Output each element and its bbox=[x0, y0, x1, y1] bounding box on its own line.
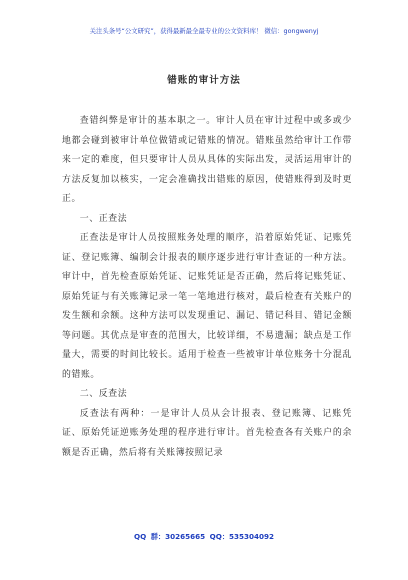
section-heading-reverse-check: 二、反查法 bbox=[79, 389, 128, 399]
intro-paragraph: 查错纠弊是审计的基本职之一。审计人员在审计过程中或多或少地都会碰到被审计单位做错或记错账的情况。错账虽然给审计工作带来一定的难度，但只要审计人员从具体的实际出发，灵活运用审计的方法反复加以核实，一定会准确找出错账的原因，使错账得到及时更正。 bbox=[62, 116, 352, 204]
section-heading-forward-check: 一、正查法 bbox=[79, 213, 128, 224]
footer-contacts: QQ 群：30265665 QQ：535304092 bbox=[133, 532, 275, 541]
document-body bbox=[62, 112, 352, 463]
reverse-check-paragraph: 反查法有两种：一是审计人员从会计报表、登记账簿、记账凭证、原始凭证逆账务处理的程序进行审计。首先检查各有关账户的余额是否正确，然后将有关账簿按照记录 bbox=[62, 408, 352, 458]
header-notice: 关注头条号“公文研究”，获得最新最全最专业的公文资料库！ 微信：gongwenyj bbox=[89, 27, 319, 35]
document-title: 错账的审计方法 bbox=[167, 75, 241, 86]
forward-check-paragraph: 正查法是审计人员按照账务处理的顺序，沿着原始凭证、记账凭证、登记账簿、编制会计报表的顺序逐步进行审计查证的一种方法。审计中，首先检查原始凭证、记账凭证是否正确，然后将记账凭证、原始凭证与有关账簿记录一笔一笔地进行核对，最后检查有关账户的发生额和余额。这种方法可以发现重记、漏记、错记科目、错记金额等问题。其优点是审查的范围大，比较详细，不易遗漏；缺点是工作量大，需要的时间比较长。适用于检查一些被审计单位账务十分混乱的错账。 bbox=[62, 233, 352, 380]
